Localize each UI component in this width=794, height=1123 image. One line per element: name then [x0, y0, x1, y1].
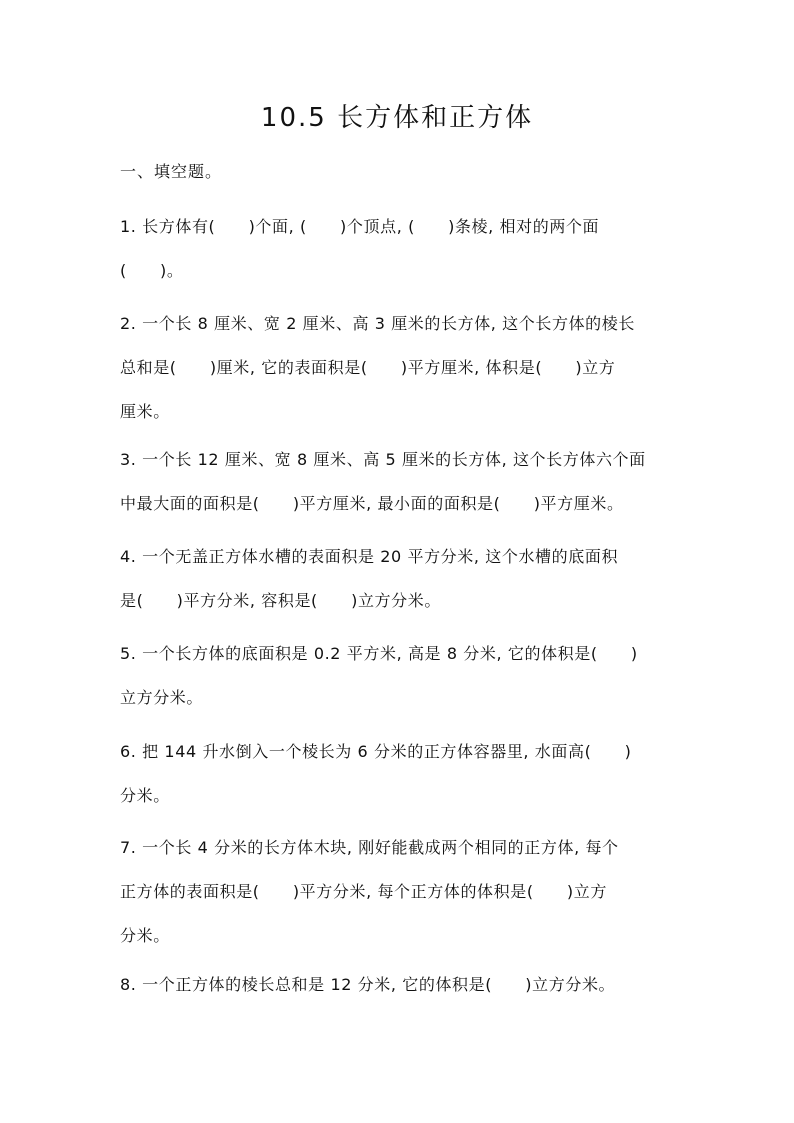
- question-5-line-1: 5. 一个长方体的底面积是 0.2 平方米, 高是 8 分米, 它的体积是( ): [120, 644, 638, 663]
- question-4-line-2: 是( )平方分米, 容积是( )立方分米。: [120, 591, 441, 610]
- question-1-line-2: ( )。: [120, 261, 184, 280]
- question-8: [120, 963, 680, 1007]
- question-7: [120, 826, 680, 958]
- question-7-line-3: 分米。: [120, 926, 170, 945]
- question-6-line-1: 6. 把 144 升水倒入一个棱长为 6 分米的正方体容器里, 水面高( ): [120, 742, 632, 761]
- question-4-line-1: 4. 一个无盖正方体水槽的表面积是 20 平方分米, 这个水槽的底面积: [120, 547, 619, 566]
- section-heading: 一、填空题。: [120, 162, 223, 181]
- question-3-line-1: 3. 一个长 12 厘米、宽 8 厘米、高 5 厘米的长方体, 这个长方体六个面: [120, 450, 646, 469]
- question-3: [120, 438, 680, 526]
- question-2-line-1: 2. 一个长 8 厘米、宽 2 厘米、高 3 厘米的长方体, 这个长方体的棱长: [120, 314, 635, 333]
- question-6-line-2: 分米。: [120, 786, 170, 805]
- question-6: [120, 730, 680, 818]
- question-8-line-1: 8. 一个正方体的棱长总和是 12 分米, 它的体积是( )立方分米。: [120, 975, 616, 994]
- question-7-line-1: 7. 一个长 4 分米的长方体木块, 刚好能截成两个相同的正方体, 每个: [120, 838, 619, 857]
- page-title: 10.5 长方体和正方体: [260, 103, 534, 133]
- question-5-line-2: 立方分米。: [120, 688, 204, 707]
- question-2-line-2: 总和是( )厘米, 它的表面积是( )平方厘米, 体积是( )立方: [120, 358, 616, 377]
- question-4: [120, 535, 680, 623]
- question-1-line-1: 1. 长方体有( )个面, ( )个顶点, ( )条棱, 相对的两个面: [120, 217, 600, 236]
- question-2: [120, 302, 680, 434]
- question-1: [120, 205, 680, 293]
- question-5: [120, 632, 680, 720]
- question-7-line-2: 正方体的表面积是( )平方分米, 每个正方体的体积是( )立方: [120, 882, 607, 901]
- question-2-line-3: 厘米。: [120, 402, 170, 421]
- question-3-line-2: 中最大面的面积是( )平方厘米, 最小面的面积是( )平方厘米。: [120, 494, 624, 513]
